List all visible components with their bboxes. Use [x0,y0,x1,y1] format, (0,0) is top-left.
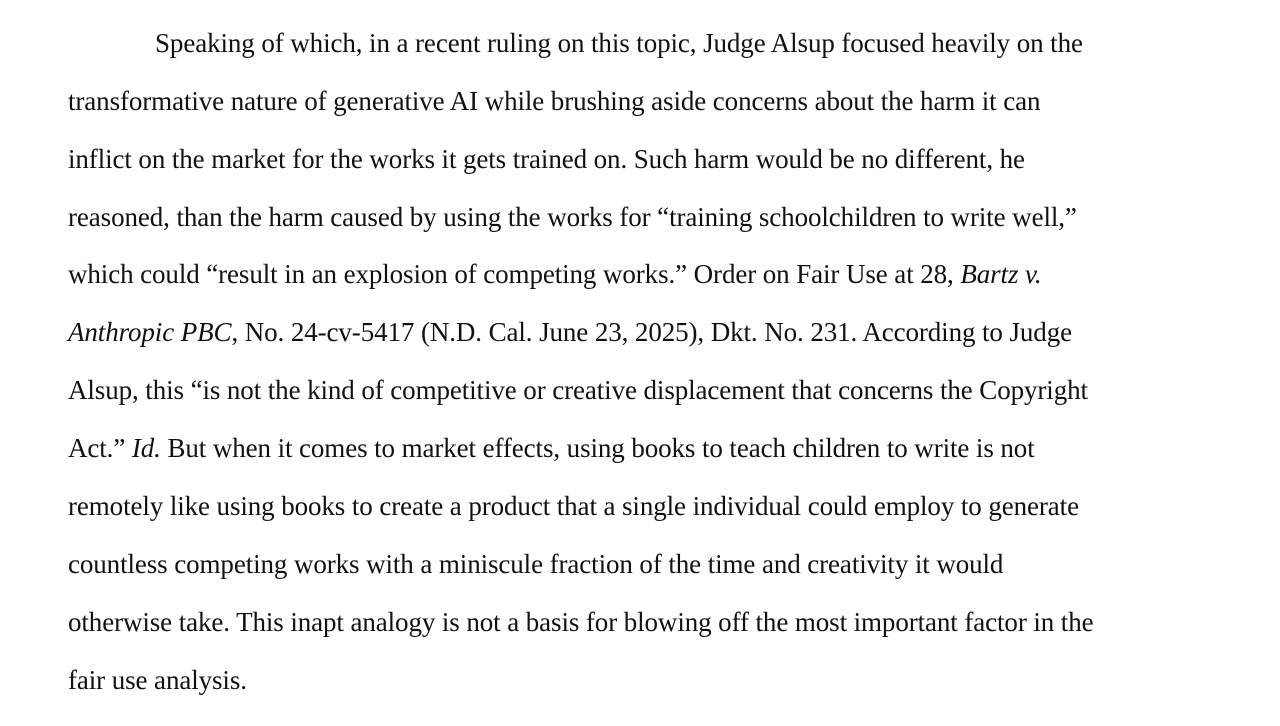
paragraph-line: Speaking of which, in a recent ruling on this topic, Judge Alsup focused heavily on the [155,28,1083,58]
paragraph-line [68,316,1072,348]
paragraph-line: inflict on the market for the works it gets trained on. Such harm would be no different, he [68,144,1025,174]
line-text: which could “result in an explosion of competing works.” Order on Fair Use at 28, [68,259,961,289]
paragraph-line: otherwise take. This inapt analogy is not a basis for blowing off the most important factor in the [68,607,1094,637]
id-citation-italic: Id. [131,433,161,463]
line-text: Act.” [68,433,132,463]
paragraph-line [68,432,1035,464]
paragraph-line: Alsup, this “is not the kind of competitive or creative displacement that concerns the Copyright [68,375,1088,405]
line-text: But when it comes to market effects, using books to teach children to write is not [160,433,1035,463]
case-citation-italic: Bartz v. [960,259,1042,289]
paragraph-line [68,258,1042,290]
paragraph-line: reasoned, than the harm caused by using the works for “training schoolchildren to write well,” [68,202,1077,232]
paragraph-line: fair use analysis. [68,665,247,695]
paragraph-line: transformative nature of generative AI while brushing aside concerns about the harm it can [68,86,1041,116]
paragraph-line: remotely like using books to create a product that a single individual could employ to generate [68,491,1079,521]
paragraph-line: countless competing works with a miniscule fraction of the time and creativity it would [68,549,1004,579]
line-text: , No. 24-cv-5417 (N.D. Cal. June 23, 2025), Dkt. No. 231. According to Judge [231,317,1072,347]
case-citation-italic: Anthropic PBC [68,317,232,347]
